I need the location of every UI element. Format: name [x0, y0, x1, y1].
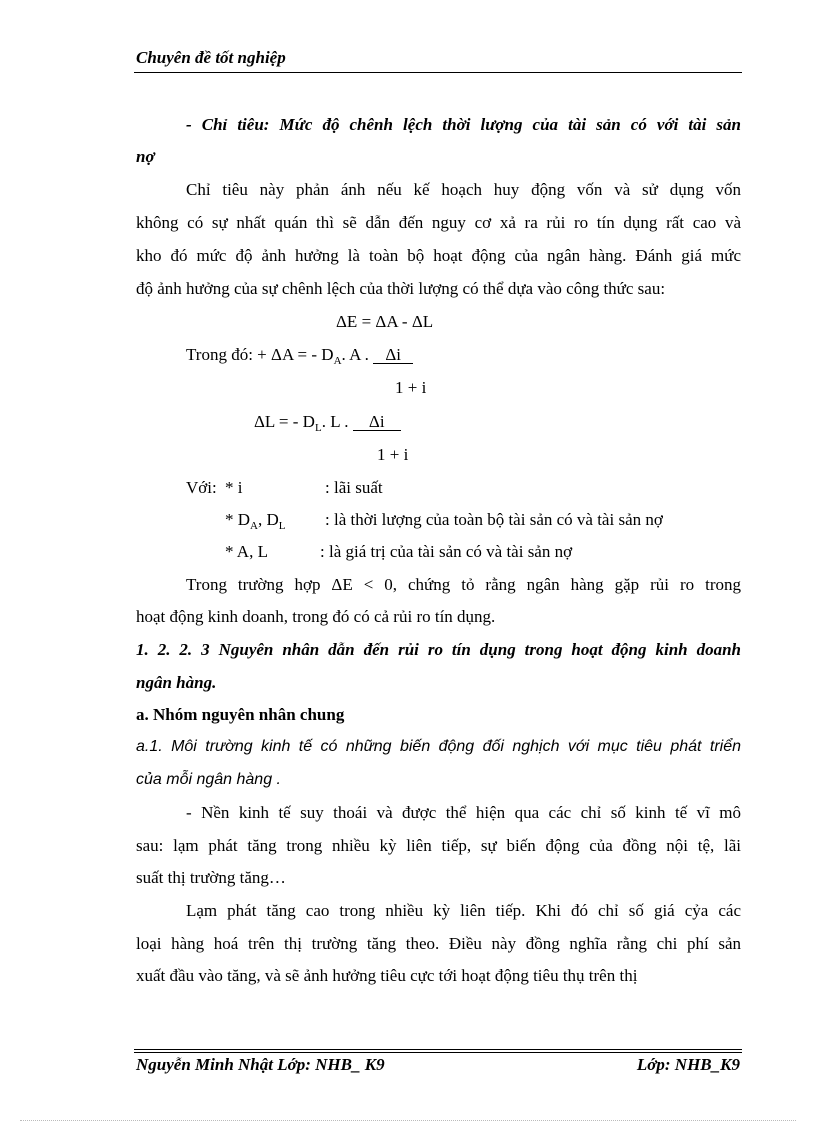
formula-main: ΔE = ΔA - ΔL: [336, 312, 434, 331]
paragraph-line: Chỉ tiêu này phản ánh nếu kế hoạch huy động vốn và sử dụng vốn: [186, 180, 741, 199]
paragraph-line: độ ảnh hưởng của sự chênh lệch của thời lượng có thể dựa vào công thức sau:: [136, 279, 666, 298]
header-rule: [134, 72, 742, 73]
formula-delta-l: [254, 412, 401, 434]
italic-subheading-line-2: của mỗi ngân hàng .: [136, 771, 281, 788]
formula-delta-a-prefix: Trong đó: + ΔA = - D: [186, 345, 334, 364]
definition-i-symbol: * i: [225, 478, 243, 497]
formula-delta-l-denominator: 1 + i: [377, 445, 409, 464]
subsection-heading: a. Nhóm nguyên nhân chung: [136, 705, 345, 724]
definition-d-mid: , D: [257, 510, 279, 529]
section-subtitle-line-2: nợ: [136, 147, 155, 166]
section-heading-line-1: 1. 2. 2. 3 Nguyên nhân dẫn đến rủi ro tín dụng trong hoạt động kinh doanh: [136, 640, 741, 659]
page-bottom-border: [20, 1120, 796, 1121]
formula-delta-a-mid: . A .: [341, 345, 369, 364]
footer-author: Nguyễn Minh Nhật Lớp: NHB_ K9: [136, 1055, 385, 1074]
definition-al-symbol: * A, L: [225, 542, 268, 561]
formula-delta-l-numerator: Δi: [353, 414, 401, 431]
page-header-title: Chuyên đề tốt nghiệp: [136, 48, 286, 67]
paragraph-line: sau: lạm phát tăng trong nhiều kỳ liên tiếp, sự biến động của đồng nội tệ, lãi: [136, 836, 741, 855]
paragraph-line: Trong trường hợp ΔE < 0, chứng tỏ rằng ngân hàng gặp rủi ro trong: [186, 575, 741, 594]
definition-d-desc: : là thời lượng của toàn bộ tài sản có và tài sản nợ: [325, 510, 663, 529]
section-subtitle-line-1: - Chỉ tiêu: Mức độ chênh lệch thời lượng của tài sản có với tài sản: [186, 115, 741, 134]
formula-delta-l-prefix: ΔL = - D: [254, 412, 315, 431]
footer-rule-bottom: [134, 1052, 742, 1053]
paragraph-line: Lạm phát tăng cao trong nhiều kỳ liên tiếp. Khi đó chỉ số giá cỷa các: [186, 901, 741, 920]
definition-i-desc: : lãi suất: [325, 478, 383, 497]
definition-d-symbol: [225, 510, 286, 532]
paragraph-line: - Nền kinh tế suy thoái và được thể hiện qua các chỉ số kinh tế vĩ mô: [186, 803, 741, 822]
definition-d-sub-l: L: [278, 520, 286, 532]
section-heading-line-2: ngân hàng.: [136, 673, 217, 692]
paragraph-line: kho đó mức độ ảnh hưởng là toàn bộ hoạt động của ngân hàng. Đánh giá mức: [136, 246, 741, 265]
italic-subheading-line-1: a.1. Môi trường kinh tế có những biến động đối nghịch với mục tiêu phát triển: [136, 738, 741, 755]
formula-sub-l: L: [314, 422, 322, 434]
footer-rule-top: [134, 1049, 742, 1050]
definition-d-sub-a: A: [250, 520, 258, 532]
definition-d-prefix: * D: [225, 510, 251, 529]
paragraph-line: loại hàng hoá trên thị trường tăng theo. Điều này đồng nghĩa rằng chi phí sản: [136, 934, 741, 953]
definition-voi-label: Với:: [186, 478, 217, 497]
formula-sub-a: A: [333, 355, 342, 367]
formula-delta-a: [186, 345, 413, 367]
footer-class: Lớp: NHB_K9: [636, 1055, 740, 1074]
formula-delta-a-numerator: Δi: [373, 347, 413, 364]
definition-al-desc: : là giá trị của tài sản có và tài sản nợ: [320, 542, 573, 561]
paragraph-line: xuất đầu vào tăng, và sẽ ảnh hưởng tiêu cực tới hoạt động tiêu thụ trên thị: [136, 966, 638, 985]
paragraph-line: suất thị trường tăng…: [136, 868, 286, 887]
paragraph-line: hoạt động kinh doanh, trong đó có cả rủi ro tín dụng.: [136, 607, 496, 626]
paragraph-line: không có sự nhất quán thì sẽ dẫn đến nguy cơ xả ra rủi ro tín dụng rất cao và: [136, 213, 741, 232]
formula-delta-l-mid: . L .: [321, 412, 349, 431]
formula-delta-a-denominator: 1 + i: [395, 378, 427, 397]
